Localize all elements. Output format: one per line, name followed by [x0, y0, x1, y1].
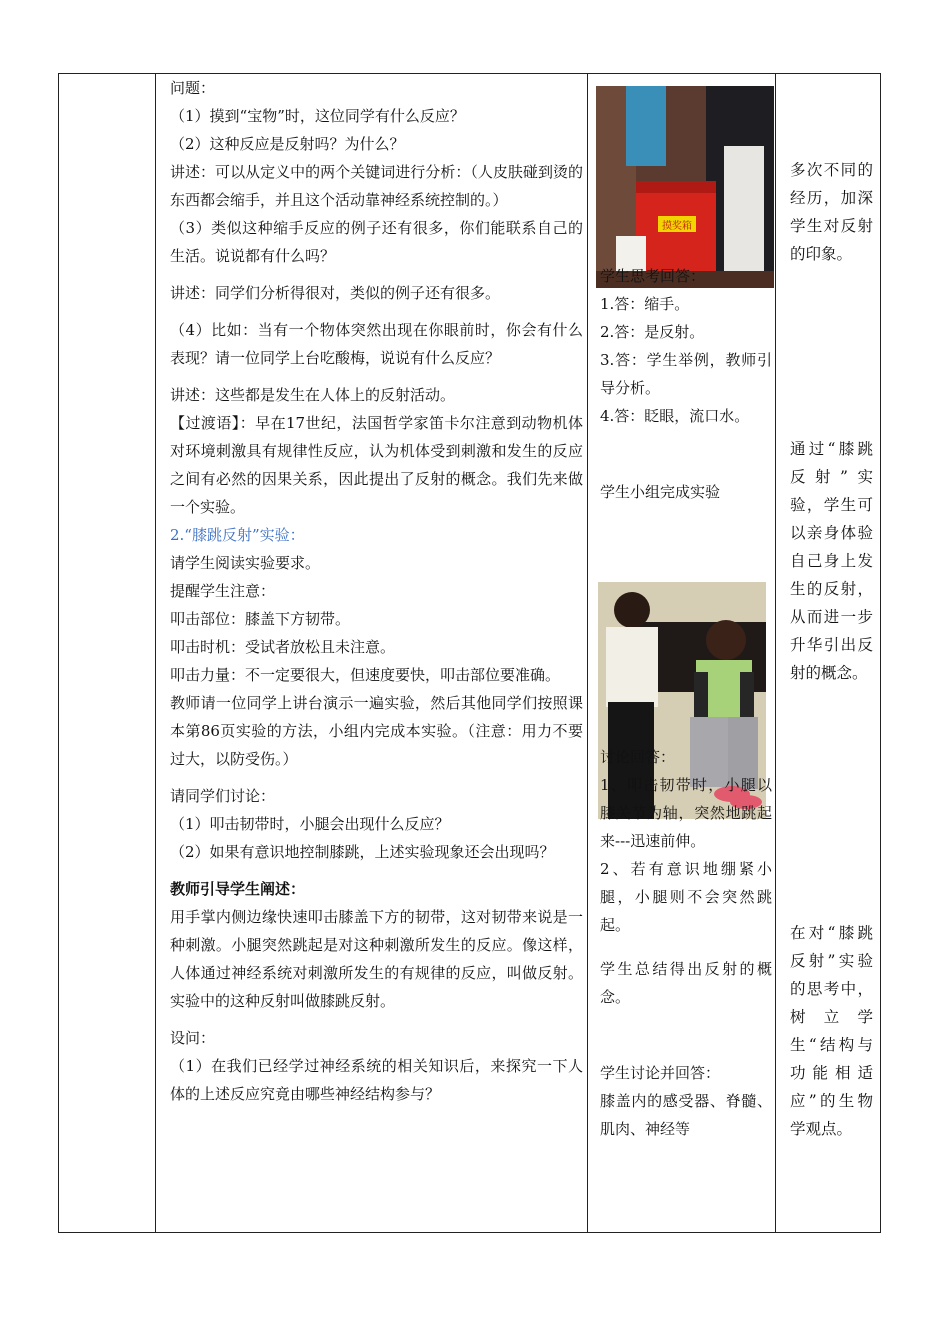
teacher-text-line: 问题： [170, 79, 216, 97]
student-text-line: 学生总结得出反射的概念。 [600, 960, 772, 1006]
design-intent-text: 在对“膝跳反射”实验的思考中，树立学生“结构与功能相适应”的生物学观点。 [790, 924, 873, 1138]
student-text-line: 学生讨论并回答： [600, 1064, 721, 1082]
teacher-text-line: （1）摸到“宝物”时，这位同学有什么反应？ [170, 107, 465, 125]
teacher-text-line: （2）如果有意识地控制膝跳，上述实验现象还会出现吗？ [170, 843, 555, 861]
teacher-activity-column [164, 74, 589, 1108]
teacher-text-line: 教师请一位同学上讲台演示一遍实验，然后其他同学们按照课本第86页实验的方法，小组内完成本实验。（注意：用力不要过大，以防受伤。） [170, 694, 583, 768]
lesson-table [58, 73, 881, 1233]
teacher-text-line: （2）这种反应是反射吗？为什么？ [170, 135, 405, 153]
student-text-line: 2.答：是反射。 [600, 323, 705, 341]
teacher-text-line: 讲述：同学们分析得很对，类似的例子还有很多。 [170, 284, 501, 302]
teacher-text-line: 讲述：这些都是发生在人体上的反射活动。 [170, 386, 456, 404]
spacer [170, 773, 583, 782]
teacher-text-line: 【过渡语】：早在17世纪，法国哲学家笛卡尔注意到动物机体对环境刺激具有规律性反应，认为机体受到刺激和发生的反应之间有必然的因果关系，因此提出了反射的概念。我们先来做一个实验。 [170, 414, 583, 516]
student-text-line: 膝盖内的感受器、脊髓、肌肉、神经等 [600, 1092, 772, 1138]
student-activity-column [596, 74, 776, 1232]
teacher-text-line: 叩击部位：膝盖下方韧带。 [170, 610, 351, 628]
teacher-text-line: 叩击时机：受试者放松且未注意。 [170, 638, 396, 656]
spacer [170, 270, 583, 279]
teacher-text-line: 讲述：可以从定义中的两个关键词进行分析：（人皮肤碰到烫的东西都会缩手，并且这个活动靠神经系统控制的。） [170, 163, 583, 209]
student-text-line: 4.答：眨眼，流口水。 [600, 407, 750, 425]
column-divider [155, 74, 156, 1232]
student-text-line: 学生小组完成实验 [600, 483, 721, 501]
student-text-line: 3.答：学生举例，教师引导分析。 [600, 351, 772, 397]
student-text-line: 1.答：缩手。 [600, 295, 690, 313]
teacher-text-line: （1）叩击韧带时，小腿会出现什么反应？ [170, 815, 450, 833]
spacer [170, 1015, 583, 1024]
spacer [170, 866, 583, 875]
student-text-line: 1、叩击韧带时，小腿以膝关节为轴，突然地跳起来---迅速前伸。 [600, 776, 772, 850]
teacher-text-line: 提醒学生注意： [170, 582, 276, 600]
svg-text:摸奖箱: 摸奖箱 [662, 221, 692, 232]
teacher-text-line: 用手掌内侧边缘快速叩击膝盖下方的韧带，这对韧带来说是一种刺激。小腿突然跳起是对这种刺激所发生的反应。像这样，人体通过神经系统对刺激所发生的有规律的反应，叫做反射。实验中的这种反射叫做膝跳反射。 [170, 908, 583, 1010]
student-text-line: 2、若有意识地绷紧小腿，小腿则不会突然跳起。 [600, 860, 772, 934]
design-intent-column [784, 74, 879, 1232]
teacher-text-line: （1）在我们已经学过神经系统的相关知识后，来探究一下人体的上述反应究竟由哪些神经结构参与？ [170, 1057, 583, 1103]
student-text-line: 学生思考回答： [600, 267, 706, 285]
student-text-line: 讨论回答： [600, 748, 676, 766]
teacher-text-line: 设问： [170, 1029, 216, 1047]
teacher-text-line: 请同学们讨论： [170, 787, 276, 805]
teacher-text-line: 叩击力量：不一定要很大，但速度要快，叩击部位要准确。 [170, 666, 561, 684]
spacer [170, 307, 583, 316]
design-intent-text: 通过“膝跳反射”实验，学生可以亲身体验自己身上发生的反射，从而进一步升华引出反射的概念。 [790, 440, 873, 682]
teacher-text-line: 教师引导学生阐述： [170, 880, 306, 898]
teacher-text-line: 2.“膝跳反射”实验： [170, 526, 305, 544]
design-intent-text: 多次不同的经历，加深学生对反射的印象。 [790, 161, 873, 263]
teacher-text-line: 请学生阅读实验要求。 [170, 554, 321, 572]
teacher-text-line: （3）类似这种缩手反应的例子还有很多，你们能联系自己的生活。说说都有什么吗？ [170, 219, 583, 265]
teacher-text-line: （4）比如：当有一个物体突然出现在你眼前时，你会有什么表现？请一位同学上台吃酸梅，说说有什么反应？ [170, 321, 583, 367]
spacer [170, 372, 583, 381]
